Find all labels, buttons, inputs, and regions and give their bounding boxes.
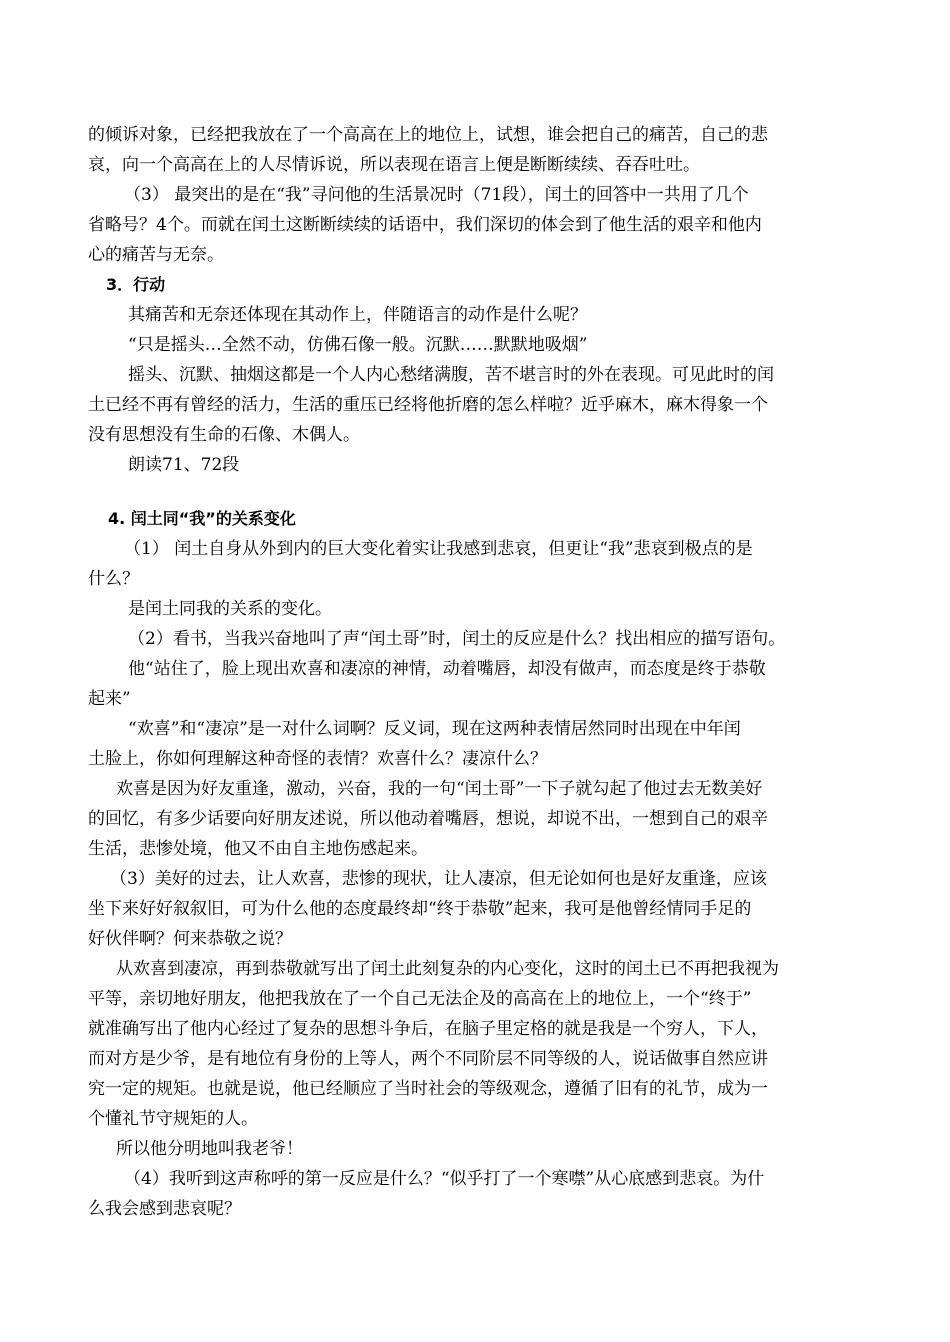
paragraph-line: 其痛苦和无奈还体现在其动作上，伴随语言的动作是什么呢？ xyxy=(128,305,587,325)
paragraph-line: 好伙伴啊？何来恭敬之说？ xyxy=(88,929,292,949)
section-heading-relationship: 4. 闰土同“我”的关系变化 xyxy=(108,509,296,528)
paragraph-line: 个懂礼节守规矩的人。 xyxy=(88,1109,258,1129)
paragraph-line: 从欢喜到凄凉，再到恭敬就写出了闰土此刻复杂的内心变化，这时的闰土已不再把我视为 xyxy=(116,959,779,979)
paragraph-line: 么我会感到悲哀呢？ xyxy=(88,1199,241,1219)
paragraph-line: 究一定的规矩。也就是说，他已经顺应了当时社会的等级观念，遵循了旧有的礼节，成为一 xyxy=(88,1079,768,1099)
spacer xyxy=(88,480,862,504)
paragraph-line: 平等，亲切地好朋友，他把我放在了一个自己无法企及的高高在上的地位上，一个“终于” xyxy=(88,989,752,1009)
paragraph-line: 土脸上，你如何理解这种奇怪的表情？欢喜什么？凄凉什么？ xyxy=(88,749,547,769)
paragraph-line: 摇头、沉默、抽烟这都是一个人内心愁绪满腹，苦不堪言时的外在表现。可见此时的闰 xyxy=(128,365,774,385)
paragraph-line: 所以他分明地叫我老爷！ xyxy=(116,1139,303,1159)
paragraph-line: 坐下来好好叙叙旧，可为什么他的态度最终却“终于恭敬”起来，我可是他曾经情同手足的 xyxy=(88,899,752,919)
paragraph-line: 心的痛苦与无奈。 xyxy=(88,245,224,265)
paragraph-line: （3） 最突出的是在“我”寻问他的生活景况时（71段），闰土的回答中一共用了几个 xyxy=(124,185,749,205)
quote-line: “只是摇头…全然不动，仿佛石像一般。沉默……默默地吸烟” xyxy=(128,335,588,355)
paragraph-line: 省略号？4个。而就在闰土这断断续续的话语中，我们深切的体会到了他生活的艰辛和他内 xyxy=(88,215,762,235)
quote-line: 他“站住了，脸上现出欢喜和凄凉的神情，动着嘴唇，却没有做声，而态度是终于恭敬 xyxy=(128,659,766,679)
paragraph-line: 土已经不再有曾经的活力，生活的重压已经将他折磨的怎么样啦？近乎麻木，麻木得象一个 xyxy=(88,395,768,415)
paragraph-line: 没有思想没有生命的石像、木偶人。 xyxy=(88,425,360,445)
paragraph-line: 生活，悲惨处境，他又不由自主地伤感起来。 xyxy=(88,839,428,859)
section-heading-action: 3．行动 xyxy=(106,275,166,294)
paragraph-line: 哀，向一个高高在上的人尽情诉说，所以表现在语言上便是断断续续、吞吞吐吐。 xyxy=(88,155,700,175)
paragraph-line: （2）看书，当我兴奋地叫了声“闰土哥”时，闰土的反应是什么？找出相应的描写语句。 xyxy=(128,629,786,649)
paragraph-line: 的回忆，有多少话要向好朋友述说，所以他动着嘴唇，想说，却说不出，一想到自己的艰辛 xyxy=(88,809,768,829)
paragraph-line: 就准确写出了他内心经过了复杂的思想斗争后，在脑子里定格的就是我是一个穷人，下人， xyxy=(88,1019,768,1039)
paragraph-line: 的倾诉对象，已经把我放在了一个高高在上的地位上，试想，谁会把自己的痛苦，自己的悲 xyxy=(88,125,768,145)
paragraph-line: 欢喜是因为好友重逢，激动，兴奋，我的一句“闰土哥”一下子就勾起了他过去无数美好 xyxy=(116,779,763,799)
paragraph-line: 而对方是少爷，是有地位有身份的上等人，两个不同阶层不同等级的人，说话做事自然应讲 xyxy=(88,1049,768,1069)
paragraph-line: 什么？ xyxy=(88,569,139,589)
paragraph-line: 朗读71、72段 xyxy=(128,455,240,475)
paragraph-line: 是闰土同我的关系的变化。 xyxy=(128,599,332,619)
quote-line: 起来” xyxy=(88,689,131,709)
paragraph-line: （1） 闰土自身从外到内的巨大变化着实让我感到悲哀，但更让“我”悲哀到极点的是 xyxy=(124,539,753,559)
paragraph-line: （3）美好的过去，让人欢喜，悲惨的现状，让人凄凉，但无论如何也是好友重逢，应该 xyxy=(110,869,767,889)
paragraph-line: （4）我听到这声称呼的第一反应是什么？“似乎打了一个寒噤”从心底感到悲哀。为什 xyxy=(124,1169,765,1189)
paragraph-line: “欢喜”和“凄凉”是一对什么词啊？反义词，现在这两种表情居然同时出现在中年闰 xyxy=(128,719,741,739)
